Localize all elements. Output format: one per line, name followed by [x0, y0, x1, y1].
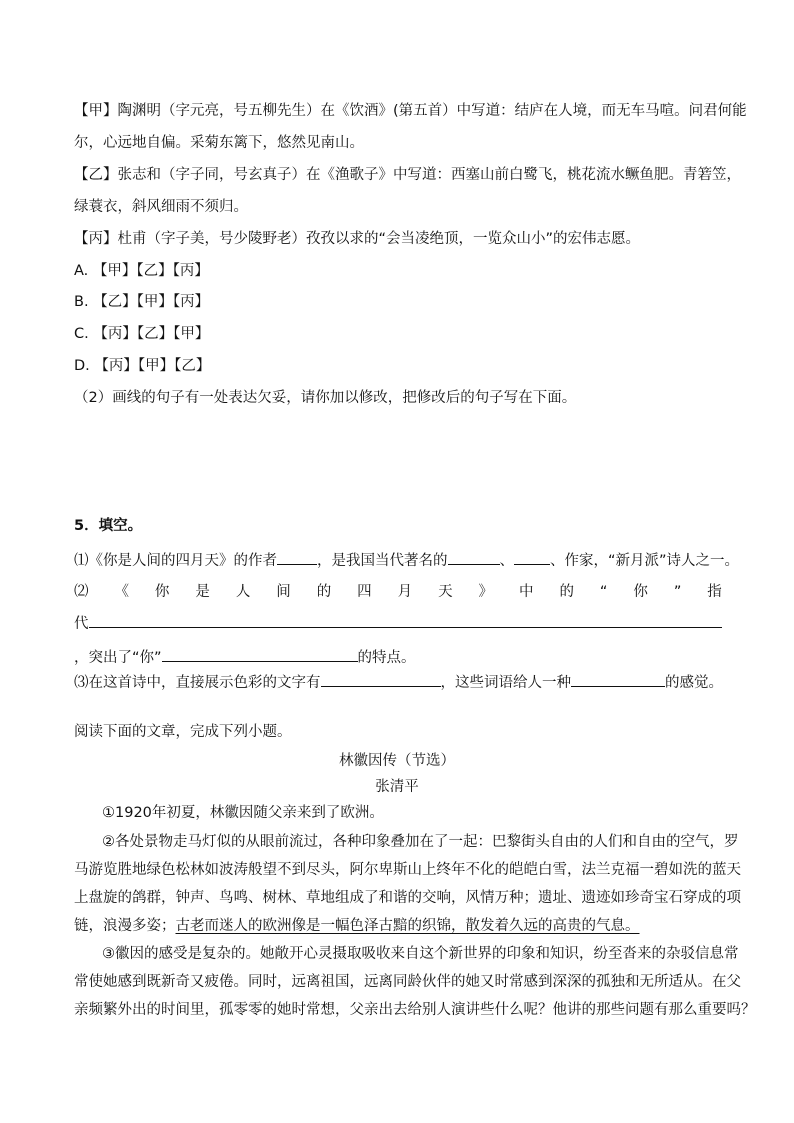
profession-blank-1[interactable]: [448, 549, 500, 565]
q5-item2-line2-start: 代: [74, 616, 89, 632]
q5-item2-char: 的: [559, 584, 574, 600]
reading-instruction: 阅读下面的文章，完成下列小题。: [74, 724, 292, 740]
q5-item2-char: 《: [114, 584, 129, 600]
q5-item2-char: 天: [438, 584, 453, 600]
paragraph-2-line-4: [74, 913, 724, 939]
q5-item2-char: 的: [316, 584, 332, 600]
q5-item2-char: 是: [195, 584, 210, 600]
q5-item3-text-3: 的感觉。: [665, 675, 723, 691]
q5-item2-char: “: [599, 584, 608, 600]
q5-item-2-line: [74, 582, 722, 602]
q5-item-3: [74, 671, 723, 693]
option-a[interactable]: A. 【甲】【乙】【丙】: [74, 263, 209, 279]
q5-item1-text-3: 、: [499, 553, 514, 569]
passage-author: 张清平: [375, 779, 419, 795]
underlined-sentence: 古老而迷人的欧洲像是一幅色泽古黯的织锦，散发着久远的高贵的气息。: [175, 918, 640, 934]
paragraph-3-line-1: ③徽因的感受是复杂的。她敞开心灵摄取吸收来自这个新世界的印象和知识，纷至沓来的杂驳信息常: [102, 946, 739, 962]
q5-item2-line3-text-2: 的特点。: [357, 650, 416, 666]
paragraph-3-line-3: 亲频繁外出的时间里，孤零零的她时常想，父亲出去给别人演讲些什么呢？他讲的那些问题有那么重要吗？: [74, 1002, 756, 1018]
passage-title: 林徽因传（节选）: [339, 753, 455, 769]
feeling-blank[interactable]: [571, 671, 665, 687]
q5-item1-text-4: 、作家，“新月派”诗人之一。: [550, 553, 740, 569]
q5-item1-text-1: ⑴《你是人间的四月天》的作者: [74, 553, 277, 569]
poem-yi-line-1: 【乙】张志和（字子同，号玄真子）在《渔歌子》中写道：西塞山前白鹭飞，桃花流水鳜鱼肥。青箬笠，: [74, 167, 741, 183]
q5-item2-char: 指: [707, 584, 722, 600]
feature-blank[interactable]: [162, 646, 358, 662]
q5-item2-char: 人: [235, 584, 251, 600]
author-blank[interactable]: [277, 549, 317, 565]
q5-item2-char: 你: [633, 584, 648, 600]
paragraph-3-line-2: 常使她感到既新奇又疲倦。同时，远离祖国，远离同龄伙伴的她又时常感到深深的孤独和无所适从。在父: [74, 974, 741, 990]
question-5-heading: 5．填空。: [74, 518, 143, 534]
option-c[interactable]: C. 【丙】【乙】【甲】: [74, 326, 210, 342]
q5-item2-char: 间: [276, 584, 291, 600]
refers-to-blank[interactable]: [89, 612, 722, 628]
poem-bing-line: 【丙】杜甫（字子美，号少陵野老）孜孜以求的“会当凌绝顶，一览众山小”的宏伟志愿。: [74, 231, 641, 247]
q5-item2-char: ⑵: [74, 584, 89, 600]
paragraph-1: ①1920年初夏，林徽因随父亲来到了欧洲。: [102, 805, 384, 821]
q5-item2-char: ”: [673, 584, 682, 600]
q5-item-2-line-2: [74, 612, 722, 634]
poem-yi-line-2: 绿蓑衣，斜风细雨不须归。: [74, 199, 248, 215]
q5-item2-char: 》: [478, 584, 494, 600]
sub-question-2: （2）画线的句子有一处表达欠妥，请你加以修改，把修改后的句子写在下面。: [74, 390, 577, 406]
color-words-blank[interactable]: [321, 671, 441, 687]
paragraph-2-line-3: 上盘旋的鸽群，钟声、鸟鸣、树林、草地组成了和谐的交响，风情万种；遗址、遗迹如珍奇宝石穿成的项: [74, 890, 741, 906]
q5-item2-char: 四: [357, 584, 372, 600]
option-b[interactable]: B. 【乙】【甲】【丙】: [74, 294, 210, 310]
paragraph-2-line-2: 马游览胜地绿色松林如波涛般望不到尽头，阿尔卑斯山上终年不化的皑皑白雪，法兰克福一碧如洗的蓝天: [74, 862, 741, 878]
poem-jia-line-1: 【甲】陶渊明（字元亮，号五柳先生）在《饮酒》(第五首）中写道：结庐在人境，而无车马喧。问君何能: [74, 103, 747, 119]
q5-item-2-line-3: [74, 646, 416, 668]
poem-jia-line-2: 尔，心远地自偏。采菊东篱下，悠然见南山。: [74, 135, 364, 151]
q5-item2-char: 月: [397, 584, 413, 600]
q5-item2-line3-text-1: ，突出了“你”: [74, 650, 162, 666]
q5-item2-char: 你: [154, 584, 170, 600]
q5-item3-text-1: ⑶在这首诗中，直接展示色彩的文字有: [74, 675, 321, 691]
option-d[interactable]: D. 【丙】【甲】【乙】: [74, 358, 211, 374]
q5-item-1: [74, 549, 739, 571]
profession-blank-2[interactable]: [514, 549, 550, 565]
q5-item1-text-2: ，是我国当代著名的: [317, 553, 448, 569]
paragraph-2-line-4-plain: 链，浪漫多姿；: [74, 918, 176, 934]
q5-item3-text-2: ，这些词语给人一种: [440, 675, 571, 691]
paragraph-2-line-1: ②各处景物走马灯似的从眼前流过，各种印象叠加在了一起：巴黎街头自由的人们和自由的空气，罗: [102, 834, 739, 850]
q5-item2-char: 中: [518, 584, 534, 600]
